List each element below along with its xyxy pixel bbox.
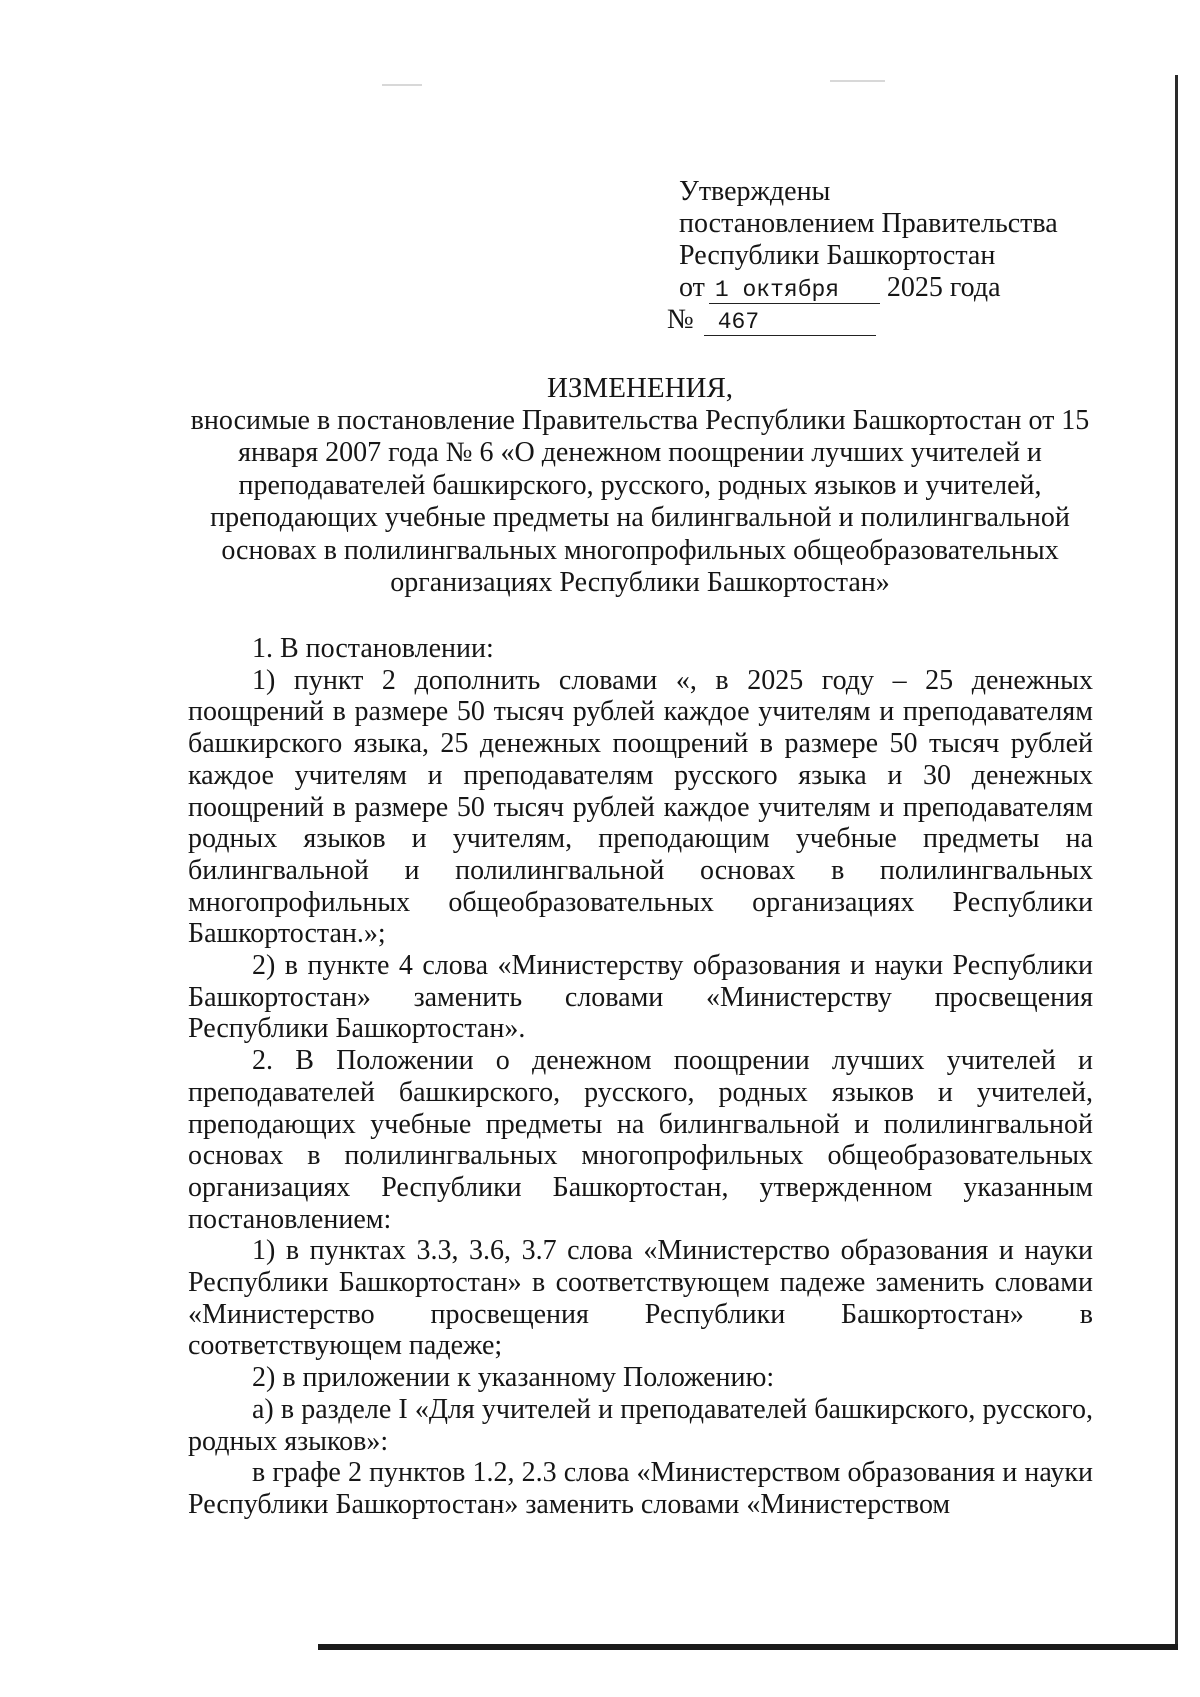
document-body	[188, 633, 1093, 1521]
paragraph: 1) пункт 2 дополнить словами «, в 2025 году – 25 денежных поощрений в размере 50 тысяч рублей каждое учителям и преподавателям башкирского языка, 25 денежных поощрений в размере 50 тысяч рублей каждое учителям и преподавателям русского языка и 30 денежных поощрений в размере 50 тысяч рублей каждое учителям и преподавателям родных языков и учителям, преподающим учебные предметы на билингвальной и полилингвальной основах в полилингвальных многопрофильных общеобразовательных организациях Республики Башкортостан.»;	[188, 664, 1093, 950]
approval-date-line	[679, 272, 1099, 304]
scan-edge-bottom	[318, 1644, 1178, 1650]
document-subtitle: вносимые в постановление Правительства Республики Башкортостан от 15 января 2007 года № 6 «О денежном поощрении лучших учителей и преподавателей башкирского, русского, родных языков и учителей, преподающих учебные предметы на билингвальной и полилингвальной основах в полилингвальных многопрофильных общеобразовательных организациях Республики Башкортостан»	[190, 404, 1090, 598]
paragraph: 2) в приложении к указанному Положению:	[252, 1362, 775, 1394]
date-prefix: от	[679, 272, 705, 303]
paragraph: а) в разделе I «Для учителей и преподавателей башкирского, русского, родных языков»:	[188, 1393, 1093, 1457]
scan-edge-right	[1175, 75, 1178, 1650]
paragraph: в графе 2 пунктов 1.2, 2.3 слова «Министерством образования и науки Республики Башкортостан» заменить словами «Министерством	[188, 1457, 1093, 1520]
paragraph: 1. В постановлении:	[252, 633, 494, 664]
document-heading	[175, 372, 1105, 600]
approval-line: Республики Башкортостан	[679, 240, 996, 271]
paragraph: 2. В Положении о денежном поощрении лучших учителей и преподавателей башкирского, русского, родных языков и учителей, преподающих учебные предметы на билингвальной и полилингвальной основах в полилингвальных многопрофильных общеобразовательных организациях Республики Башкортостан, утвержденном указанным постановлением:	[188, 1045, 1093, 1235]
approval-line: Утверждены	[679, 176, 831, 207]
approval-line: постановлением Правительства	[679, 208, 1058, 239]
date-suffix: 2025 года	[886, 272, 1001, 303]
paragraph: 1) в пунктах 3.3, 3.6, 3.7 слова «Министерство образования и науки Республики Башкортостан» в соответствующем падеже заменить словами «Министерство просвещения Республики Башкортостан» в соответствующем падеже;	[188, 1235, 1093, 1362]
scan-artifact	[830, 80, 885, 82]
approval-number-line	[667, 304, 1099, 336]
approval-stamp	[667, 176, 1099, 336]
number-value: 467	[704, 309, 876, 336]
date-value: 1 октября	[709, 277, 880, 304]
paragraph: 2) в пункте 4 слова «Министерству образования и науки Республики Башкортостан» заменить словами «Министерству просвещения Республики Башкортостан».	[188, 950, 1093, 1045]
document-title: ИЗМЕНЕНИЯ,	[546, 372, 734, 404]
number-prefix: №	[667, 304, 694, 335]
scan-artifact	[382, 84, 422, 86]
